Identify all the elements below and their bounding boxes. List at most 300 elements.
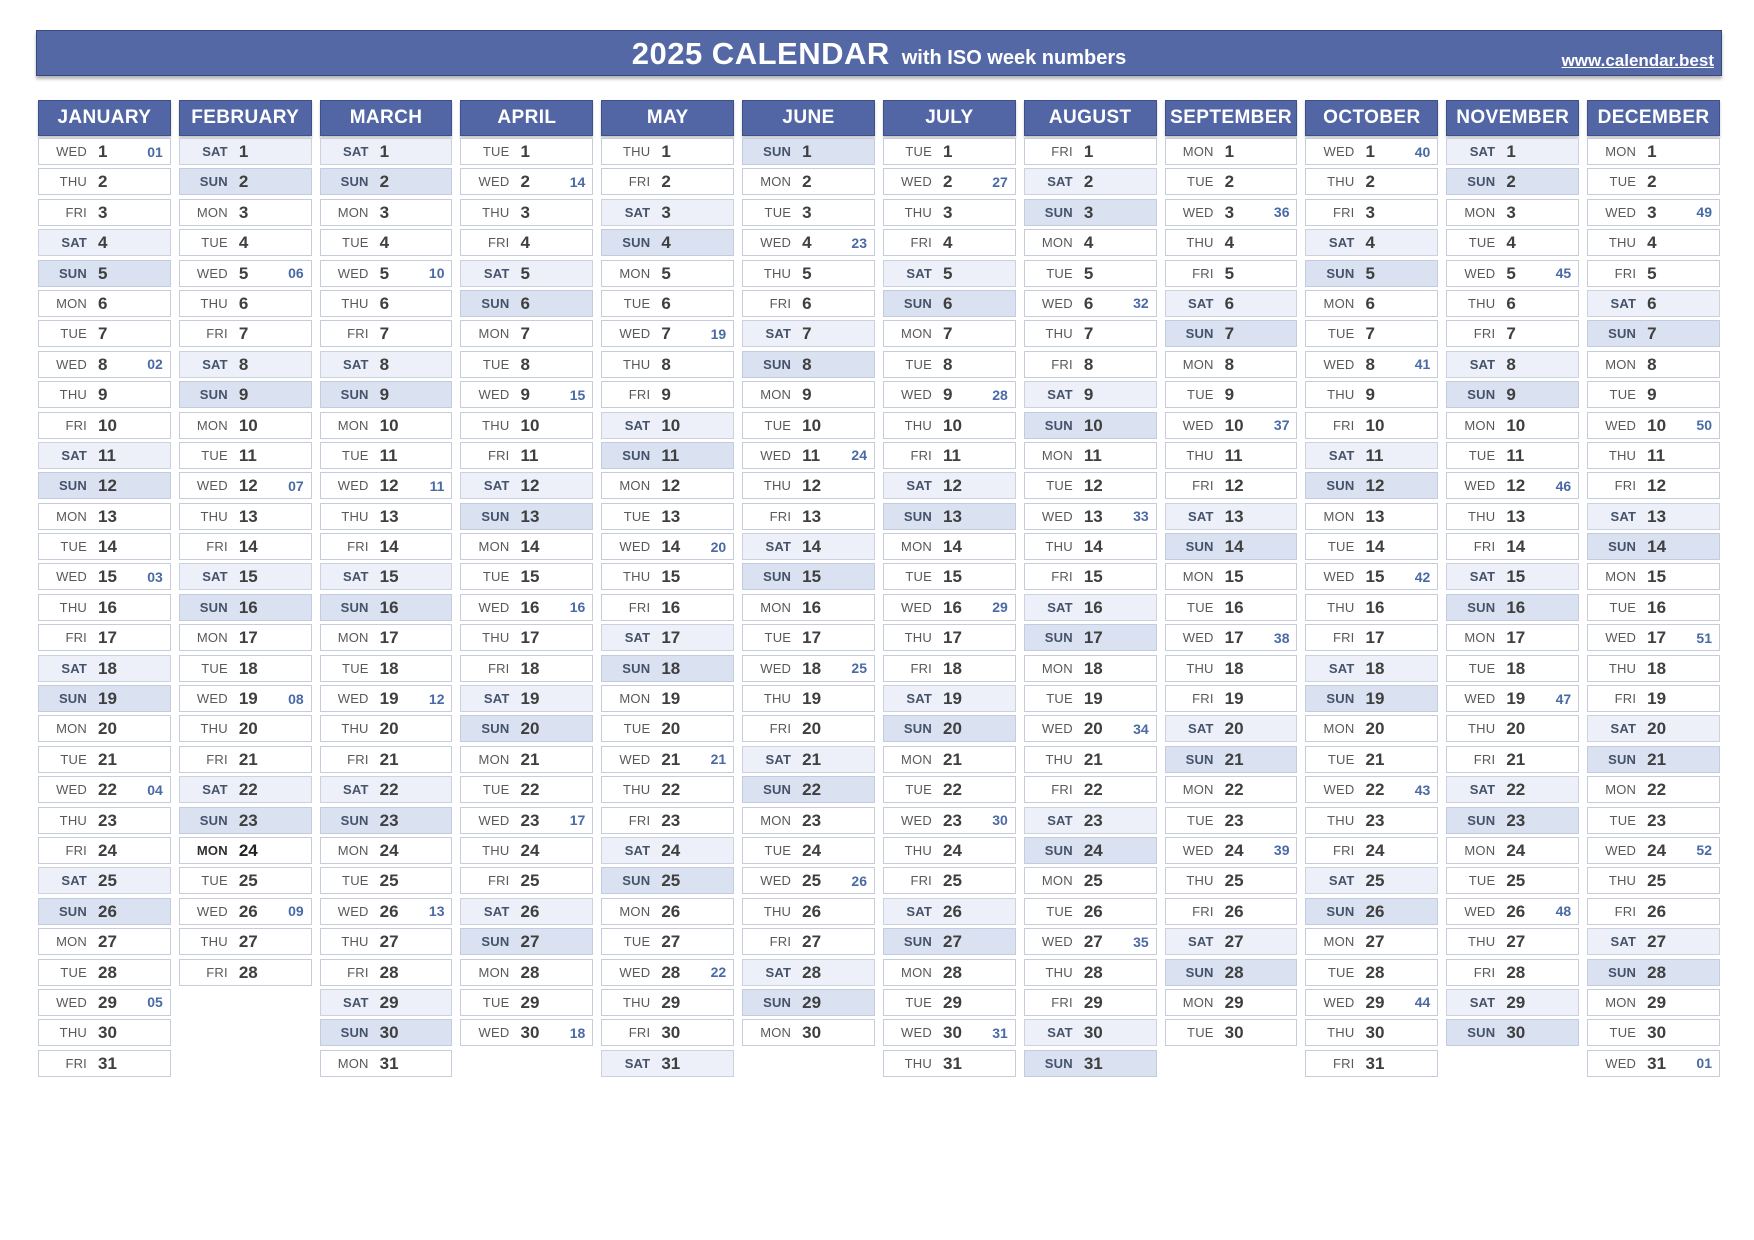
- weekday-label: MON: [1041, 235, 1073, 251]
- weekday-label: WED: [56, 569, 87, 585]
- day-cell: [179, 442, 312, 469]
- day-cell: [883, 898, 1016, 925]
- weekday-label: FRI: [206, 964, 228, 980]
- weekday-label: WED: [56, 356, 87, 372]
- weekday-label: TUE: [1187, 1025, 1214, 1041]
- day-number: 14: [661, 537, 681, 557]
- weekday-label: MON: [56, 295, 87, 311]
- week-number: 18: [569, 1024, 586, 1041]
- day-number: 26: [1365, 901, 1385, 921]
- weekday-label: THU: [1186, 447, 1214, 463]
- day-cell: [320, 898, 453, 925]
- day-number: 2: [942, 172, 953, 192]
- weekday-label: THU: [1327, 812, 1355, 828]
- day-number: 17: [1365, 628, 1385, 648]
- day-cell: [1024, 1050, 1157, 1077]
- weekday-label: SUN: [1467, 812, 1496, 828]
- day-cell: [601, 381, 734, 408]
- day-cell: [601, 563, 734, 590]
- weekday-label: MON: [1605, 569, 1637, 585]
- day-cell: [883, 351, 1016, 378]
- day-cell: [460, 715, 593, 742]
- week-number: 29: [992, 599, 1008, 616]
- day-number: 7: [1224, 324, 1235, 344]
- day-cell: [460, 655, 593, 682]
- day-cell: [601, 260, 734, 287]
- day-cell: [1165, 229, 1298, 256]
- weekday-label: WED: [196, 691, 228, 707]
- weekday-label: TUE: [905, 356, 932, 372]
- month-title: MAY: [646, 107, 689, 128]
- month-title: MARCH: [349, 107, 423, 128]
- weekday-label: MON: [1605, 994, 1637, 1010]
- day-cell: [742, 563, 875, 590]
- day-cell: [1024, 290, 1157, 317]
- day-number: 17: [1224, 628, 1244, 648]
- day-cell: [179, 898, 312, 925]
- day-number: 16: [1365, 597, 1385, 617]
- day-cell: [1446, 685, 1579, 712]
- day-number: 20: [379, 719, 399, 739]
- weekday-label: WED: [1041, 508, 1073, 524]
- weekday-label: FRI: [910, 660, 932, 676]
- week-number: 46: [1555, 477, 1572, 494]
- day-cell: [883, 168, 1016, 195]
- weekday-label: WED: [619, 326, 651, 342]
- weekday-label: WED: [901, 387, 932, 403]
- day-number: 31: [942, 1053, 962, 1073]
- day-cell: [1305, 959, 1438, 986]
- weekday-label: FRI: [1614, 903, 1637, 919]
- weekday-label: TUE: [482, 994, 510, 1010]
- month-title: JANUARY: [57, 107, 152, 128]
- day-cell: [320, 351, 453, 378]
- day-number: 14: [1365, 537, 1385, 557]
- day-number: 11: [661, 445, 680, 465]
- weekday-label: THU: [623, 356, 651, 372]
- day-number: 12: [1083, 476, 1103, 496]
- weekday-label: WED: [1464, 691, 1496, 707]
- weekday-label: FRI: [1473, 751, 1496, 767]
- day-cell: [883, 381, 1016, 408]
- weekday-label: THU: [1327, 1025, 1355, 1041]
- weekday-label: MON: [619, 265, 651, 281]
- day-cell: [1024, 807, 1157, 834]
- day-number: 1: [1647, 142, 1657, 161]
- day-cell: [1587, 168, 1720, 195]
- day-number: 18: [238, 658, 258, 678]
- day-number: 11: [942, 445, 961, 465]
- day-cell: [601, 320, 734, 347]
- day-number: 17: [1647, 628, 1667, 648]
- day-cell: [1446, 472, 1579, 499]
- day-number: 13: [1224, 506, 1244, 526]
- day-cell: [742, 837, 875, 864]
- weekday-label: MON: [196, 417, 228, 433]
- day-cell: [320, 715, 453, 742]
- week-number: 31: [992, 1024, 1008, 1041]
- weekday-label: FRI: [487, 873, 510, 889]
- day-number: 19: [942, 689, 962, 709]
- day-cell: [601, 685, 734, 712]
- weekday-label: FRI: [1051, 782, 1073, 798]
- weekday-label: SAT: [343, 569, 369, 585]
- weekday-label: MON: [760, 599, 792, 615]
- day-number: 12: [1506, 476, 1526, 496]
- month-header: [1305, 100, 1438, 136]
- day-number: 9: [520, 385, 530, 405]
- weekday-label: WED: [1464, 478, 1496, 494]
- weekday-label: TUE: [1327, 539, 1355, 555]
- weekday-label: SUN: [1608, 539, 1637, 555]
- day-number: 28: [379, 962, 399, 982]
- weekday-label: THU: [763, 903, 792, 919]
- weekday-label: SUN: [340, 1025, 369, 1041]
- weekday-label: FRI: [347, 751, 369, 767]
- weekday-label: SAT: [906, 265, 932, 281]
- day-cell: [179, 867, 312, 894]
- day-cell: [742, 746, 875, 773]
- day-cell: [883, 290, 1016, 317]
- week-number: 15: [569, 386, 586, 403]
- weekday-label: TUE: [623, 508, 651, 524]
- day-number: 9: [98, 385, 108, 405]
- day-cell: [38, 989, 171, 1016]
- day-cell: [883, 533, 1016, 560]
- day-cell: [38, 229, 171, 256]
- weekday-label: FRI: [910, 235, 932, 251]
- weekday-label: TUE: [905, 569, 932, 585]
- day-cell: [742, 624, 875, 651]
- weekday-label: MON: [619, 478, 651, 494]
- day-number: 23: [1083, 810, 1103, 830]
- day-number: 8: [1365, 354, 1375, 374]
- day-number: 4: [661, 233, 671, 253]
- weekday-label: MON: [901, 751, 932, 767]
- website-link[interactable]: www.calendar.best: [1561, 51, 1714, 70]
- weekday-label: MON: [760, 387, 792, 403]
- day-cell: [460, 685, 593, 712]
- weekday-label: THU: [1608, 660, 1637, 676]
- day-number: 16: [1647, 597, 1667, 617]
- day-number: 30: [1365, 1023, 1385, 1043]
- day-number: 27: [661, 932, 681, 952]
- day-cell: [38, 594, 171, 621]
- day-number: 10: [1506, 415, 1526, 435]
- day-cell: [320, 442, 453, 469]
- day-cell: [1024, 442, 1157, 469]
- week-number: 24: [851, 447, 867, 464]
- weekday-label: WED: [1605, 842, 1637, 858]
- day-cell: [38, 1019, 171, 1046]
- day-cell: [742, 168, 875, 195]
- week-number: 27: [992, 173, 1008, 190]
- week-number: 33: [1133, 508, 1149, 525]
- month-title: APRIL: [497, 107, 557, 128]
- day-cell: [1024, 381, 1157, 408]
- week-number: 09: [288, 903, 304, 920]
- day-number: 16: [238, 597, 258, 617]
- day-number: 29: [379, 992, 399, 1012]
- day-number: 31: [661, 1053, 681, 1073]
- day-cell: [1446, 1019, 1579, 1046]
- day-cell: [742, 442, 875, 469]
- day-cell: [883, 594, 1016, 621]
- day-number: 13: [238, 506, 258, 526]
- day-cell: [601, 138, 734, 165]
- day-number: 5: [1506, 263, 1516, 283]
- weekday-label: FRI: [1332, 417, 1355, 433]
- day-number: 17: [1083, 628, 1103, 648]
- day-number: 22: [661, 780, 681, 800]
- weekday-label: TUE: [905, 782, 932, 798]
- day-number: 17: [238, 628, 258, 648]
- day-number: 18: [520, 658, 540, 678]
- day-cell: [1165, 715, 1298, 742]
- day-number: 2: [1083, 172, 1094, 192]
- day-number: 15: [98, 567, 117, 587]
- weekday-label: TUE: [1327, 964, 1355, 980]
- day-number: 15: [520, 567, 540, 587]
- day-number: 27: [802, 932, 822, 952]
- weekday-label: MON: [1605, 144, 1637, 159]
- weekday-label: TUE: [60, 539, 87, 555]
- day-number: 10: [802, 415, 822, 435]
- day-number: 12: [98, 476, 117, 496]
- weekday-label: MON: [901, 539, 932, 555]
- day-number: 28: [1224, 962, 1244, 982]
- day-number: 14: [1224, 537, 1244, 557]
- day-number: 27: [520, 932, 540, 952]
- day-number: 4: [98, 233, 108, 253]
- day-number: 19: [1083, 689, 1103, 709]
- day-cell: [460, 624, 593, 651]
- day-number: 25: [1365, 871, 1385, 891]
- day-number: 28: [942, 962, 962, 982]
- day-number: 24: [1647, 840, 1667, 860]
- day-number: 20: [98, 719, 117, 739]
- day-number: 3: [520, 202, 530, 222]
- day-number: 29: [1224, 992, 1244, 1012]
- weekday-label: SUN: [481, 295, 510, 311]
- weekday-label: TUE: [1187, 812, 1214, 828]
- weekday-label: WED: [1464, 265, 1496, 281]
- day-cell: [320, 1019, 453, 1046]
- day-number: 23: [520, 810, 540, 830]
- day-cell: [1024, 472, 1157, 499]
- weekday-label: FRI: [1192, 265, 1214, 281]
- weekday-label: FRI: [769, 508, 792, 524]
- day-cell: [1305, 199, 1438, 226]
- day-cell: [1024, 594, 1157, 621]
- weekday-label: THU: [1045, 326, 1073, 342]
- day-cell: [1446, 655, 1579, 682]
- day-number: 30: [802, 1023, 822, 1043]
- day-cell: [1446, 412, 1579, 439]
- day-cell: [320, 472, 453, 499]
- day-number: 24: [238, 840, 258, 860]
- day-cell: [601, 776, 734, 803]
- day-cell: [38, 168, 171, 195]
- day-cell: [460, 229, 593, 256]
- day-number: 14: [1647, 537, 1667, 557]
- weekday-label: WED: [619, 751, 651, 767]
- weekday-label: MON: [760, 812, 792, 828]
- weekday-label: TUE: [623, 934, 651, 950]
- day-number: 12: [379, 476, 399, 496]
- day-number: 24: [661, 840, 681, 860]
- day-cell: [742, 381, 875, 408]
- day-cell: [1587, 320, 1720, 347]
- day-cell: [38, 898, 171, 925]
- weekday-label: SUN: [763, 569, 792, 585]
- day-number: 1: [661, 142, 671, 161]
- weekday-label: WED: [619, 964, 651, 980]
- day-cell: [742, 776, 875, 803]
- day-cell: [883, 442, 1016, 469]
- day-number: 1: [1506, 142, 1516, 161]
- day-cell: [1446, 746, 1579, 773]
- day-cell: [1587, 472, 1720, 499]
- day-number: 15: [1083, 567, 1103, 587]
- day-cell: [38, 746, 171, 773]
- day-cell: [38, 199, 171, 226]
- day-cell: [320, 412, 453, 439]
- week-number: 52: [1696, 842, 1712, 859]
- day-cell: [601, 989, 734, 1016]
- day-cell: [1587, 685, 1720, 712]
- day-cell: [742, 1019, 875, 1046]
- day-number: 5: [1647, 263, 1657, 283]
- month-header: [742, 100, 875, 136]
- day-number: 16: [98, 597, 117, 617]
- month-header: [38, 100, 171, 136]
- weekday-label: MON: [1605, 356, 1637, 372]
- weekday-label: WED: [901, 812, 932, 828]
- weekday-label: WED: [56, 144, 87, 159]
- weekday-label: SUN: [481, 934, 510, 950]
- day-number: 9: [1506, 385, 1516, 405]
- weekday-label: TUE: [201, 447, 228, 463]
- day-cell: [883, 260, 1016, 287]
- day-cell: [320, 1050, 453, 1077]
- month-header: [601, 100, 734, 136]
- day-cell: [1446, 776, 1579, 803]
- day-cell: [1024, 533, 1157, 560]
- day-number: 1: [1224, 142, 1235, 161]
- day-number: 20: [1224, 719, 1244, 739]
- weekday-label: FRI: [1332, 630, 1355, 646]
- day-number: 14: [98, 537, 117, 557]
- day-cell: [38, 959, 171, 986]
- day-cell: [460, 412, 593, 439]
- day-cell: [1305, 776, 1438, 803]
- day-number: 20: [802, 719, 822, 739]
- weekday-label: SAT: [202, 782, 228, 798]
- day-cell: [1446, 138, 1579, 165]
- day-number: 2: [98, 172, 108, 192]
- weekday-label: SUN: [1044, 417, 1073, 433]
- day-number: 7: [1506, 324, 1516, 344]
- weekday-label: SUN: [1326, 903, 1355, 919]
- weekday-label: SAT: [61, 447, 87, 463]
- weekday-label: MON: [1182, 994, 1214, 1010]
- day-cell: [320, 928, 453, 955]
- day-cell: [460, 199, 593, 226]
- day-cell: [460, 320, 593, 347]
- day-number: 3: [1224, 202, 1235, 222]
- day-number: 9: [1224, 385, 1235, 405]
- day-cell: [601, 715, 734, 742]
- day-number: 23: [1647, 810, 1667, 830]
- day-number: 9: [1083, 385, 1094, 405]
- weekday-label: MON: [196, 842, 228, 858]
- day-number: 13: [1506, 506, 1526, 526]
- day-cell: [1587, 867, 1720, 894]
- week-number: 14: [569, 173, 586, 190]
- weekday-label: WED: [56, 994, 87, 1010]
- day-cell: [1165, 989, 1298, 1016]
- month-days: [320, 138, 453, 1077]
- week-number: 37: [1273, 417, 1290, 434]
- weekday-label: THU: [341, 508, 369, 524]
- day-cell: [460, 381, 593, 408]
- day-cell: [883, 746, 1016, 773]
- day-number: 16: [661, 597, 681, 617]
- weekday-label: SAT: [483, 265, 510, 281]
- day-number: 19: [661, 689, 681, 709]
- weekday-label: THU: [200, 295, 228, 311]
- day-number: 11: [1506, 445, 1525, 465]
- day-cell: [38, 1050, 171, 1077]
- weekday-label: SUN: [340, 387, 369, 403]
- weekday-label: SUN: [199, 599, 228, 615]
- day-number: 16: [520, 597, 540, 617]
- day-cell: [1024, 837, 1157, 864]
- day-number: 8: [238, 354, 249, 374]
- weekday-label: FRI: [1192, 903, 1214, 919]
- day-cell: [1587, 928, 1720, 955]
- day-number: 23: [661, 810, 681, 830]
- day-cell: [1165, 381, 1298, 408]
- weekday-label: WED: [760, 873, 792, 889]
- weekday-label: FRI: [910, 873, 932, 889]
- day-cell: [1024, 776, 1157, 803]
- weekday-label: MON: [337, 630, 369, 646]
- weekday-label: TUE: [201, 660, 228, 676]
- weekday-label: SAT: [1610, 295, 1637, 311]
- day-cell: [179, 503, 312, 530]
- weekday-label: SAT: [483, 903, 510, 919]
- day-cell: [38, 138, 171, 165]
- day-number: 27: [1224, 932, 1244, 952]
- day-number: 1: [1083, 142, 1094, 161]
- weekday-label: FRI: [487, 660, 510, 676]
- day-cell: [1024, 199, 1157, 226]
- weekday-label: FRI: [769, 295, 792, 311]
- day-cell: [1305, 715, 1438, 742]
- day-cell: [742, 472, 875, 499]
- day-number: 17: [942, 628, 962, 648]
- weekday-label: FRI: [347, 326, 369, 342]
- day-cell: [601, 290, 734, 317]
- day-cell: [601, 867, 734, 894]
- day-cell: [601, 655, 734, 682]
- day-number: 26: [379, 901, 399, 921]
- weekday-label: WED: [337, 265, 369, 281]
- day-cell: [38, 624, 171, 651]
- day-number: 1: [1365, 142, 1375, 161]
